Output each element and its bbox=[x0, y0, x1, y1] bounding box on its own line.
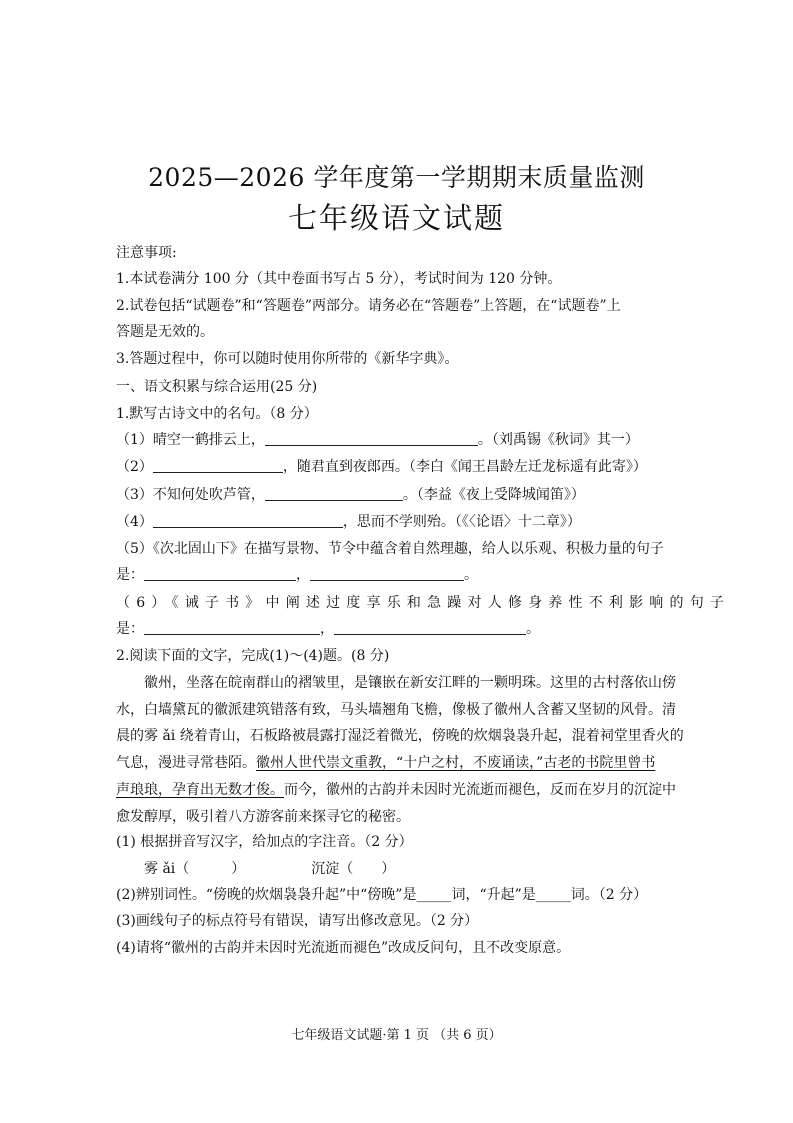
question-1-item-2 bbox=[116, 458, 647, 476]
passage-line-4 bbox=[116, 754, 655, 772]
answer-blank[interactable] bbox=[265, 486, 403, 501]
passage-line-5 bbox=[116, 781, 676, 799]
question-1-item-6-line-1: （6）《诫子书》中阐述过度享乐和急躁对人修身养性不利影响的句子 bbox=[116, 595, 731, 611]
item-6-prefix: 是： bbox=[116, 621, 144, 637]
subquestion-1: (1) 根据拼音写汉字，给加点的字注音。（2 分） bbox=[116, 834, 413, 850]
word-2-blank[interactable]: 沉淀（ ） bbox=[311, 861, 396, 877]
item-3-suffix: 。（李益《夜上受降城闻笛》） bbox=[402, 487, 585, 503]
passage-line-2: 水，白墙黛瓦的徽派建筑错落有致，马头墙翘角飞檐，像极了徽州人含蓄又坚韧的风骨。清 bbox=[116, 702, 676, 718]
answer-blank[interactable] bbox=[310, 566, 464, 581]
notes-heading: 注意事项: bbox=[116, 245, 177, 261]
subquestion-1-words bbox=[116, 860, 395, 878]
note-2-line-2: 答题是无效的。 bbox=[116, 324, 214, 340]
question-1-item-6-line-2 bbox=[116, 620, 540, 638]
passage-line-1: 徽州，坐落在皖南群山的褶皱里，是镶嵌在新安江畔的一颗明珠。这里的古村落依山傍 bbox=[144, 675, 676, 691]
item-6-period: 。 bbox=[526, 621, 540, 637]
note-1: 1.本试卷满分 100 分（其中卷面书写占 5 分），考试时间为 120 分钟。 bbox=[116, 271, 562, 287]
word-1-blank[interactable]: 雾 ǎi（ ） bbox=[144, 861, 246, 877]
item-2-prefix: （2） bbox=[116, 459, 153, 475]
answer-blank[interactable] bbox=[144, 566, 296, 581]
subquestion-4: (4)请将“徽州的古韵并未因时光流逝而褪色”改成反问句，且不改变原意。 bbox=[116, 940, 571, 956]
item-5-period: 。 bbox=[464, 567, 478, 583]
passage-line-5-plain: 而今，徽州的古韵并未因时光流逝而褪色，反而在岁月的沉淀中 bbox=[284, 782, 676, 798]
passage-line-3: 晨的雾 ǎi 绕着青山，石板路被晨露打湿泛着微光，傍晚的炊烟袅袅升起，混着祠堂里香火的 bbox=[116, 728, 684, 744]
note-2-line-1: 2.试卷包括“试题卷”和“答题卷”两部分。请务必在“答题卷”上答题，在“试题卷”上 bbox=[116, 298, 621, 314]
item-5-prefix: 是： bbox=[116, 567, 144, 583]
answer-blank[interactable] bbox=[265, 431, 478, 446]
item-4-suffix: ，思而不学则殆。（《〈论语〉十二章》） bbox=[342, 514, 581, 530]
question-1-heading: 1.默写古诗文中的名句。（8 分） bbox=[116, 406, 318, 422]
subquestion-3: (3)画线句子的标点符号有错误，请写出修改意见。（2 分） bbox=[116, 913, 479, 929]
question-1-item-5-line-2 bbox=[116, 566, 478, 584]
question-1-item-1 bbox=[116, 431, 639, 449]
note-3: 3.答题过程中，你可以随时使用你所带的《新华字典》。 bbox=[116, 351, 459, 367]
exam-title: 2025—2026 学年度第一学期期末质量监测 bbox=[148, 163, 645, 192]
item-2-suffix: ，随君直到夜郎西。（李白《闻王昌龄左迁龙标遥有此寄》） bbox=[282, 459, 647, 475]
answer-blank[interactable] bbox=[334, 620, 526, 635]
passage-line-6: 愈发醇厚，吸引着八方游客前来探寻它的秘密。 bbox=[116, 809, 410, 825]
item-3-prefix: （3）不知何处吹芦管， bbox=[116, 487, 265, 503]
underlined-sentence-end: 声琅琅，孕育出无数才俊。 bbox=[116, 782, 284, 798]
item-5-comma: ， bbox=[296, 567, 310, 583]
question-2-heading: 2.阅读下面的文字，完成(1)～(4)题。(8 分) bbox=[116, 648, 390, 664]
answer-blank[interactable] bbox=[153, 458, 283, 473]
item-6-comma: ， bbox=[320, 621, 334, 637]
item-4-prefix: （4） bbox=[116, 514, 153, 530]
item-1-prefix: （1）晴空一鹤排云上， bbox=[116, 432, 265, 448]
question-1-item-4 bbox=[116, 513, 581, 531]
question-1-item-5-line-1: （5）《次北固山下》在描写景物、节令中蕴含着自然理趣，给人以乐观、积极力量的句子 bbox=[116, 541, 664, 557]
underlined-sentence: 徽州人世代崇文重教，“十户之村，不废诵读，”古老的书院里曾书 bbox=[256, 755, 656, 771]
passage-line-4-plain: 气息，漫进寻常巷陌。 bbox=[116, 755, 256, 771]
exam-subtitle: 七年级语文试题 bbox=[287, 201, 505, 235]
subquestion-2: (2)辨别词性。“傍晚的炊烟袅袅升起”中“傍晚”是_____词，“升起”是_____词。（2 分） bbox=[116, 887, 648, 903]
item-1-suffix: 。（刘禹锡《秋词》其一） bbox=[477, 432, 639, 448]
answer-blank[interactable] bbox=[144, 620, 320, 635]
question-1-item-3 bbox=[116, 486, 585, 504]
answer-blank[interactable] bbox=[153, 513, 343, 528]
section-heading: 一、语文积累与综合运用(25 分) bbox=[116, 379, 318, 395]
page-footer: 七年级语文试题·第 1 页 （共 6 页） bbox=[291, 1028, 502, 1043]
